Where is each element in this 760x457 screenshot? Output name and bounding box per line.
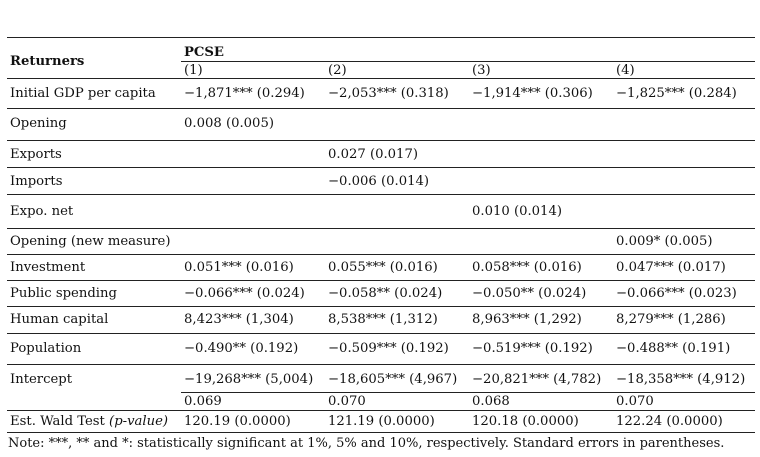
group-header-pcse: PCSE	[184, 45, 224, 60]
table-cell: 0.051*** (0.016)	[184, 260, 294, 275]
table-cell: 120.19 (0.0000)	[184, 414, 291, 429]
column-header: (4)	[616, 63, 635, 78]
row-label	[10, 414, 168, 430]
table-cell: −0.066*** (0.024)	[184, 286, 305, 301]
table-cell: −1,871*** (0.294)	[184, 86, 305, 101]
top-rule	[7, 37, 755, 38]
row-rule	[7, 108, 755, 109]
table-cell: 121.19 (0.0000)	[328, 414, 435, 429]
table-cell: −18,358*** (4,912)	[616, 372, 746, 387]
column-header: (3)	[472, 63, 491, 78]
table-cell: −0.509*** (0.192)	[328, 341, 449, 356]
row-label: Initial GDP per capita	[10, 86, 156, 101]
table-cell: 0.070	[328, 394, 366, 409]
table-cell: −1,914*** (0.306)	[472, 86, 593, 101]
row-label: Opening	[10, 116, 67, 131]
table-cell: −0.058** (0.024)	[328, 286, 443, 301]
table-cell: 8,279*** (1,286)	[616, 312, 726, 327]
table-cell: 0.069	[184, 394, 222, 409]
table-cell: 0.047*** (0.017)	[616, 260, 726, 275]
stub-header: Returners	[10, 54, 85, 69]
row-rule	[7, 194, 755, 195]
table-cell: 0.009* (0.005)	[616, 234, 713, 249]
table-cell: 0.058*** (0.016)	[472, 260, 582, 275]
table-cell: 0.055*** (0.016)	[328, 260, 438, 275]
table-cell: 122.24 (0.0000)	[616, 414, 723, 429]
table-cell: 120.18 (0.0000)	[472, 414, 579, 429]
table-cell: 8,538*** (1,312)	[328, 312, 438, 327]
column-header: (2)	[328, 63, 347, 78]
row-rule	[7, 333, 755, 334]
bottom-rule	[7, 432, 755, 433]
table-note: Note: ***, ** and *: statistically significant at 1%, 5% and 10%, respectively. Standard errors in parentheses.	[8, 436, 725, 451]
row-rule	[7, 306, 755, 307]
row-label: Human capital	[10, 312, 109, 327]
table-cell: −0.066*** (0.023)	[616, 286, 737, 301]
table-cell: −20,821*** (4,782)	[472, 372, 602, 387]
table-cell: −2,053*** (0.318)	[328, 86, 449, 101]
row-rule	[7, 167, 755, 168]
table-cell: 0.008 (0.005)	[184, 116, 274, 131]
row-label: Imports	[10, 174, 63, 189]
group-rule	[181, 61, 755, 62]
table-cell: 0.027 (0.017)	[328, 147, 418, 162]
table-cell: 0.010 (0.014)	[472, 204, 562, 219]
row-rule	[7, 140, 755, 141]
table-cell: −0.488** (0.191)	[616, 341, 731, 356]
row-rule	[7, 228, 755, 229]
row-label: Opening (new measure)	[10, 234, 171, 249]
table-cell: −18,605*** (4,967)	[328, 372, 458, 387]
table-cell: −1,825*** (0.284)	[616, 86, 737, 101]
table-cell: 0.070	[616, 394, 654, 409]
row-rule	[7, 364, 755, 365]
table-cell: 0.068	[472, 394, 510, 409]
row-label: Intercept	[10, 372, 73, 387]
table-cell: −19,268*** (5,004)	[184, 372, 314, 387]
row-label: Exports	[10, 147, 62, 162]
table-cell: −0.006 (0.014)	[328, 174, 430, 189]
row-rule	[181, 392, 755, 393]
header-rule	[7, 78, 755, 79]
row-label: Expo. net	[10, 204, 74, 219]
row-rule	[7, 280, 755, 281]
table-cell: 8,423*** (1,304)	[184, 312, 294, 327]
row-rule	[7, 254, 755, 255]
row-label: Investment	[10, 260, 86, 275]
row-label-italic: (p-value)	[109, 414, 169, 429]
row-label-main: Est. Wald Test	[10, 414, 110, 429]
row-label: Public spending	[10, 286, 117, 301]
row-label: Population	[10, 341, 82, 356]
table-cell: −0.490** (0.192)	[184, 341, 299, 356]
row-rule	[7, 410, 755, 411]
column-header: (1)	[184, 63, 203, 78]
table-cell: −0.050** (0.024)	[472, 286, 587, 301]
table-cell: −0.519*** (0.192)	[472, 341, 593, 356]
table-cell: 8,963*** (1,292)	[472, 312, 582, 327]
